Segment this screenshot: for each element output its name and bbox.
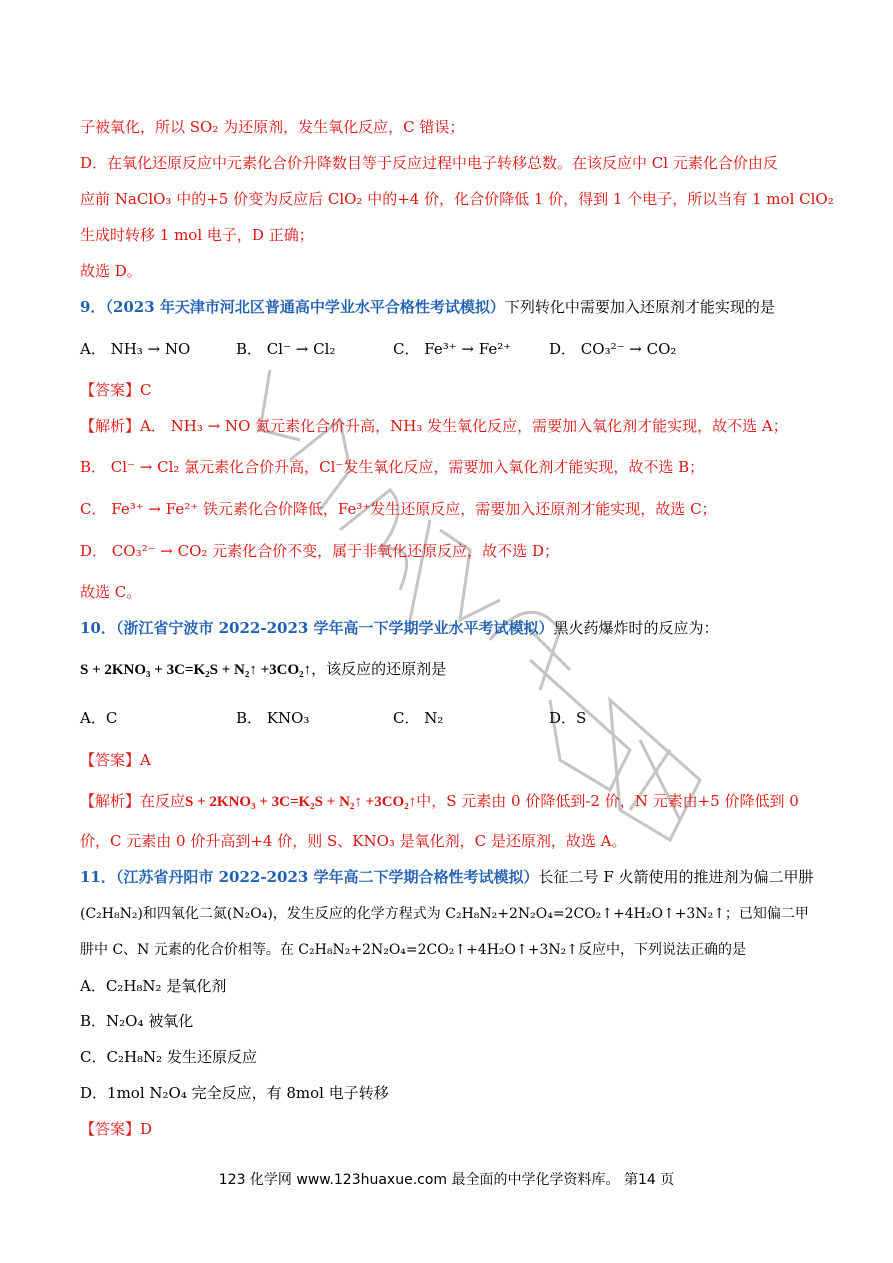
answer-line: [80, 750, 151, 770]
option-a: A．C: [80, 709, 118, 727]
conclusion: 故选 D。: [80, 262, 142, 280]
explanation-line: D．在氧化还原反应中元素化合价升降数目等于反应过程中电子转移总数。在该反应中 Cl 元素化合价由反: [80, 154, 778, 172]
explanation-line: 应前 NaClO₃ 中的+5 价变为反应后 ClO₂ 中的+4 价，化合价降低 1 价，得到 1 个电子，所以当有 1 mol ClO₂: [80, 190, 834, 208]
explanation-tag: 【解析】: [80, 417, 141, 435]
option-d: D．S: [549, 709, 587, 727]
explanation-line: D． CO₃²⁻ → CO₂ 元素化合价不变，属于非氧化还原反应，故不选 D；: [80, 542, 559, 560]
answer-line: [80, 380, 152, 400]
answer-tag: 【答案】: [80, 751, 141, 769]
question-10-equation: [80, 659, 446, 680]
question-9: [80, 297, 775, 317]
question-number: 10．: [80, 619, 116, 637]
option-a: A．C₂H₈N₂ 是氧化剂: [80, 977, 227, 995]
page-footer: 123 化学网 www.123huaxue.com 最全面的中学化学资料库。 第14 页: [218, 1172, 675, 1188]
conclusion: 故选 C。: [80, 583, 142, 601]
option-a: A． NH₃ → NO: [80, 340, 191, 358]
question-number: 9．: [80, 298, 106, 316]
explanation-text: A． NH₃ → NO 氮元素化合价升高，NH₃ 发生氧化反应，需要加入氧化剂才能实现，故不选 A；: [140, 417, 788, 435]
answer-value: D: [140, 1120, 153, 1138]
option-d: D．1mol N₂O₄ 完全反应，有 8mol 电子转移: [80, 1084, 389, 1102]
question-source: （江苏省丹阳市 2022-2023 学年高二下学期合格性考试模拟）: [115, 868, 539, 886]
answer-tag: 【答案】: [80, 381, 141, 399]
answer-value: A: [140, 751, 151, 769]
option-b: B． Cl⁻ → Cl₂: [236, 340, 336, 358]
explanation-line: C． Fe³⁺ → Fe²⁺ 铁元素化合价降低，Fe³⁺发生还原反应，需要加入还原剂才能实现，故选 C；: [80, 500, 717, 518]
explanation-text: 在反应: [140, 792, 186, 810]
reaction-equation: S + 2KNO₃ + 3C=K₂S + N₂↑ +3CO₂↑: [185, 794, 417, 810]
answer-line: [80, 1119, 152, 1139]
explanation-tag: 【解析】: [80, 792, 141, 810]
explanation-line: 子被氧化，所以 SO₂ 为还原剂，发生氧化反应，C 错误；: [80, 118, 465, 136]
explanation-line: 价，C 元素由 0 价升高到+4 价，则 S、KNO₃ 是氧化剂，C 是还原剂，故选 A。: [80, 832, 627, 850]
question-stem-line: (C₂H₈N₂)和四氧化二氮(N₂O₄)，发生反应的化学方程式为 C₂H₈N₂+2N₂O₄=2CO₂↑+4H₂O↑+3N₂↑；已知偏二甲: [80, 906, 809, 922]
question-stem: 长征二号 F 火箭使用的推进剂为偏二甲肼: [538, 868, 814, 886]
question-stem-line: 肼中 C、N 元素的化合价相等。在 C₂H₈N₂+2N₂O₄=2CO₂↑+4H₂O↑+3N₂↑反应中，下列说法正确的是: [80, 942, 746, 958]
reaction-equation: S + 2KNO₃ + 3C=K₂S + N₂↑ +3CO₂↑: [80, 662, 312, 678]
question-source: （浙江省宁波市 2022-2023 学年高一下学期学业水平考试模拟）: [115, 619, 554, 637]
explanation-text: 中，S 元素由 0 价降低到-2 价，N 元素由+5 价降低到 0: [416, 792, 799, 810]
answer-tag: 【答案】: [80, 1120, 141, 1138]
explanation-line: [80, 416, 788, 436]
question-stem: 黑火药爆炸时的反应为：: [553, 619, 719, 637]
question-10: [80, 618, 719, 638]
option-c: C． Fe³⁺ → Fe²⁺: [393, 340, 512, 358]
option-c: C． N₂: [393, 709, 444, 727]
explanation-line: 生成时转移 1 mol 电子，D 正确；: [80, 226, 314, 244]
option-c: C．C₂H₈N₂ 发生还原反应: [80, 1048, 257, 1066]
question-stem: ，该反应的还原剂是: [311, 660, 447, 678]
option-b: B．N₂O₄ 被氧化: [80, 1012, 194, 1030]
question-source: （2023 年天津市河北区普通高中学业水平合格性考试模拟）: [105, 298, 505, 316]
question-11: [80, 867, 814, 887]
option-b: B． KNO₃: [236, 709, 310, 727]
option-d: D． CO₃²⁻ → CO₂: [549, 340, 677, 358]
question-number: 11．: [80, 868, 116, 886]
question-stem: 下列转化中需要加入还原剂才能实现的是: [504, 298, 775, 316]
explanation-line: [80, 791, 799, 812]
explanation-line: B． Cl⁻ → Cl₂ 氯元素化合价升高，Cl⁻发生氧化反应，需要加入氧化剂才能实现，故不选 B；: [80, 458, 705, 476]
answer-value: C: [140, 381, 152, 399]
